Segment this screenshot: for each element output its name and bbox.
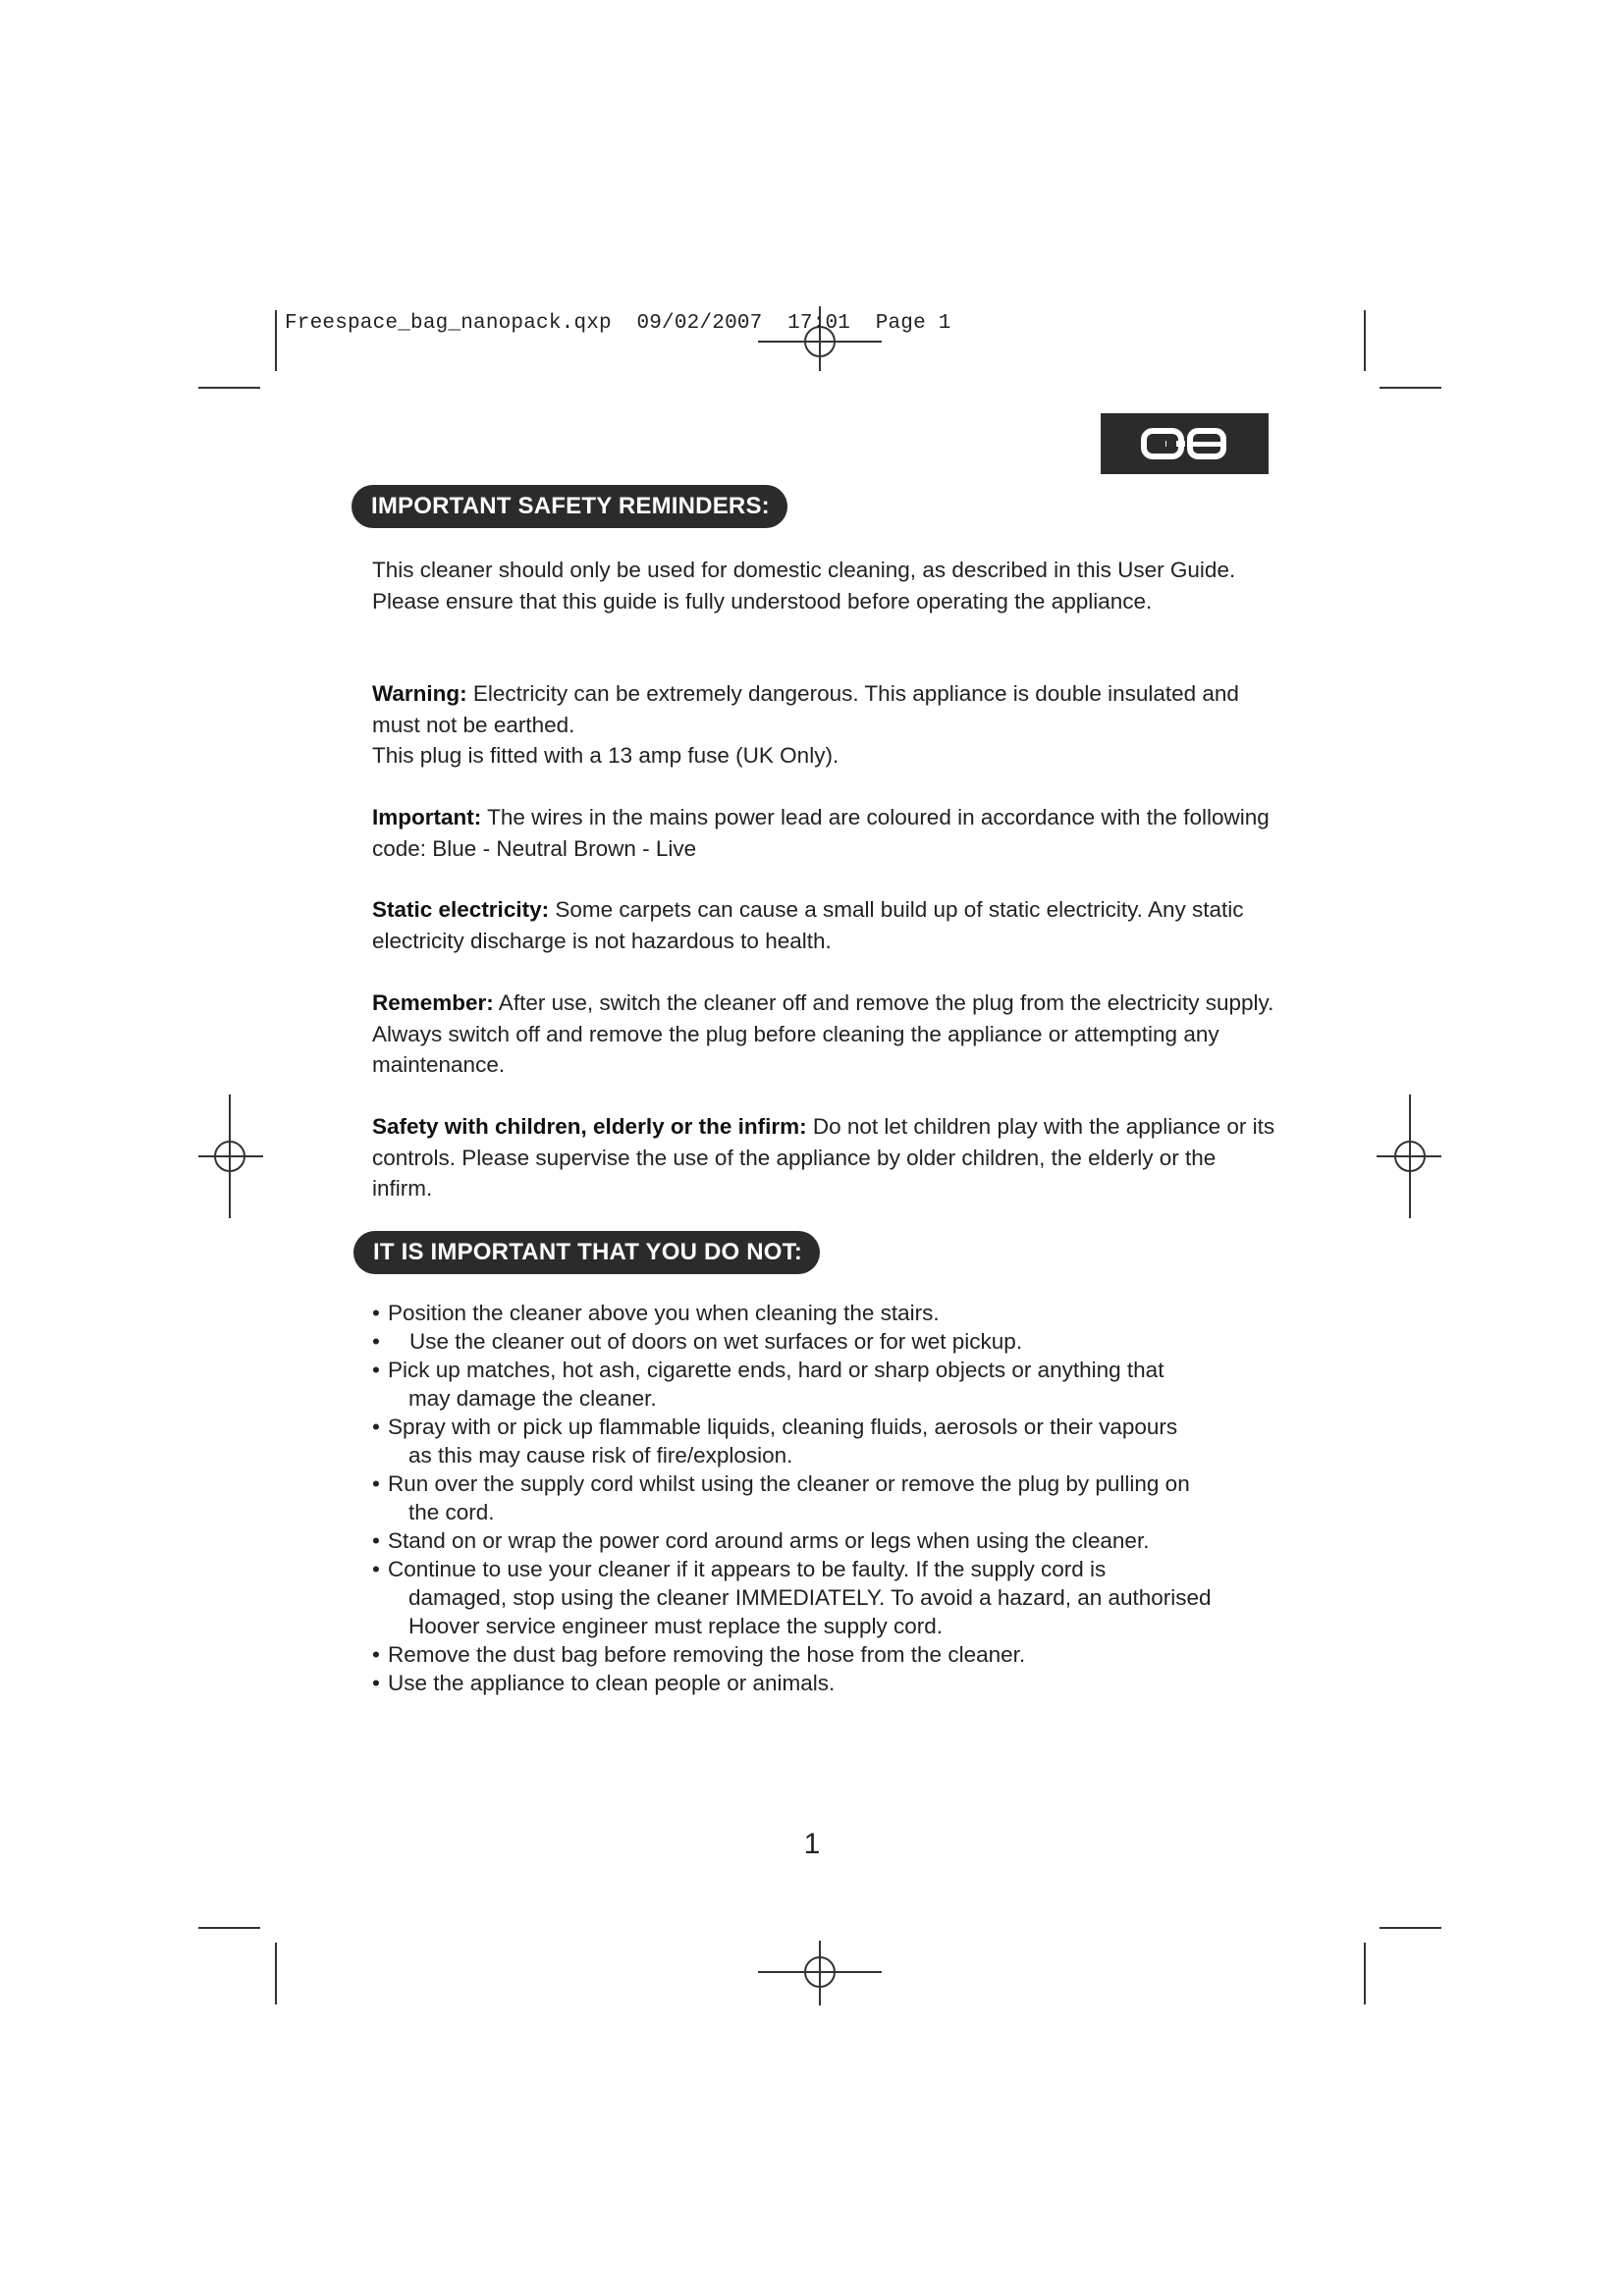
crop-mark [1380,387,1441,389]
section-heading-safety-reminders [352,485,787,528]
badge-label: GB [1238,447,1242,449]
static-paragraph [372,894,1280,956]
crop-mark [1364,310,1366,371]
crop-mark [198,387,260,389]
page-number: 1 [803,1828,821,1860]
list-item: • Continue to use your cleaner if it appears to be faulty. If the supply cord is damaged, stop using the cleaner IMMEDIATELY. To avoid a hazard, an authorised Hoover service engineer must replace the supply cord. [372,1557,1212,1638]
children-block [372,1111,1280,1204]
section-heading-text: IMPORTANT SAFETY REMINDERS: [371,493,770,519]
safety-intro [372,555,1280,616]
crop-mark [1364,1943,1366,2004]
section-heading-do-not [353,1231,820,1274]
fuse-paragraph: This plug is fitted with a 13 amp fuse (UK Only). [372,743,839,768]
list-item: • Remove the dust bag before removing the hose from the cleaner. [372,1642,1026,1667]
registration-mark-right [1375,1093,1443,1220]
do-not-list [372,1299,1285,1697]
list-item: • Run over the supply cord whilst using the cleaner or remove the plug by pulling on the cord. [372,1471,1190,1524]
print-slug: Freespace_bag_nanopack.qxp 09/02/2007 17:01 Page 1 [285,312,951,335]
section-heading-text: IT IS IMPORTANT THAT YOU DO NOT: [373,1239,803,1265]
static-block [372,894,1280,956]
list-item: • Use the cleaner out of doors on wet surfaces or for wet pickup. [372,1329,1023,1354]
remember-paragraph [372,988,1280,1081]
crop-mark [275,1943,277,2004]
list-item: • Use the appliance to clean people or animals. [372,1671,836,1695]
remember-block [372,988,1280,1081]
important-block [372,802,1280,864]
remember-text: After use, switch the cleaner off and remove the plug from the electricity supply. Always switch off and remove the plug before cleaning the appliance or attempting any maintenance. [372,990,1274,1077]
warning-paragraph [372,678,1280,740]
warning-text: Electricity can be extremely dangerous. This appliance is double insulated and must not be earthed. [372,681,1239,737]
children-paragraph [372,1111,1280,1204]
intro-paragraph: This cleaner should only be used for domestic cleaning, as described in this User Guide. Please ensure that this guide is fully understood before operating the appliance. [372,558,1236,614]
list-item: • Pick up matches, hot ash, cigarette ends, hard or sharp objects or anything that may damage the cleaner. [372,1358,1164,1411]
warning-block [372,678,1280,772]
crop-mark [1380,1927,1441,1929]
gb-logo [1141,428,1242,459]
list-item: • Stand on or wrap the power cord around arms or legs when using the cleaner. [372,1528,1150,1553]
important-text: The wires in the mains power lead are coloured in accordance with the following code: Blue - Neutral Brown - Live [372,805,1270,861]
remember-label: Remember: [372,990,494,1015]
crop-mark [275,310,277,371]
important-label: Important: [372,805,482,829]
children-label: Safety with children, elderly or the infirm: [372,1114,807,1139]
static-label: Static electricity: [372,897,550,922]
registration-mark-bottom [756,1939,884,2007]
list-item: • Spray with or pick up flammable liquids, cleaning fluids, aerosols or their vapours as this may cause risk of fire/explosion. [372,1415,1178,1468]
language-badge [1101,413,1269,474]
children-text: Do not let children play with the appliance or its controls. Please supervise the use of the appliance by older children, the elderly or the infirm. [372,1114,1275,1201]
registration-mark-left [196,1093,265,1220]
static-text: Some carpets can cause a small build up of static electricity. Any static electricity discharge is not hazardous to health. [372,897,1244,953]
warning-label: Warning: [372,681,467,706]
crop-mark [198,1927,260,1929]
list-item: • Position the cleaner above you when cleaning the stairs. [372,1301,940,1325]
important-paragraph [372,802,1280,864]
